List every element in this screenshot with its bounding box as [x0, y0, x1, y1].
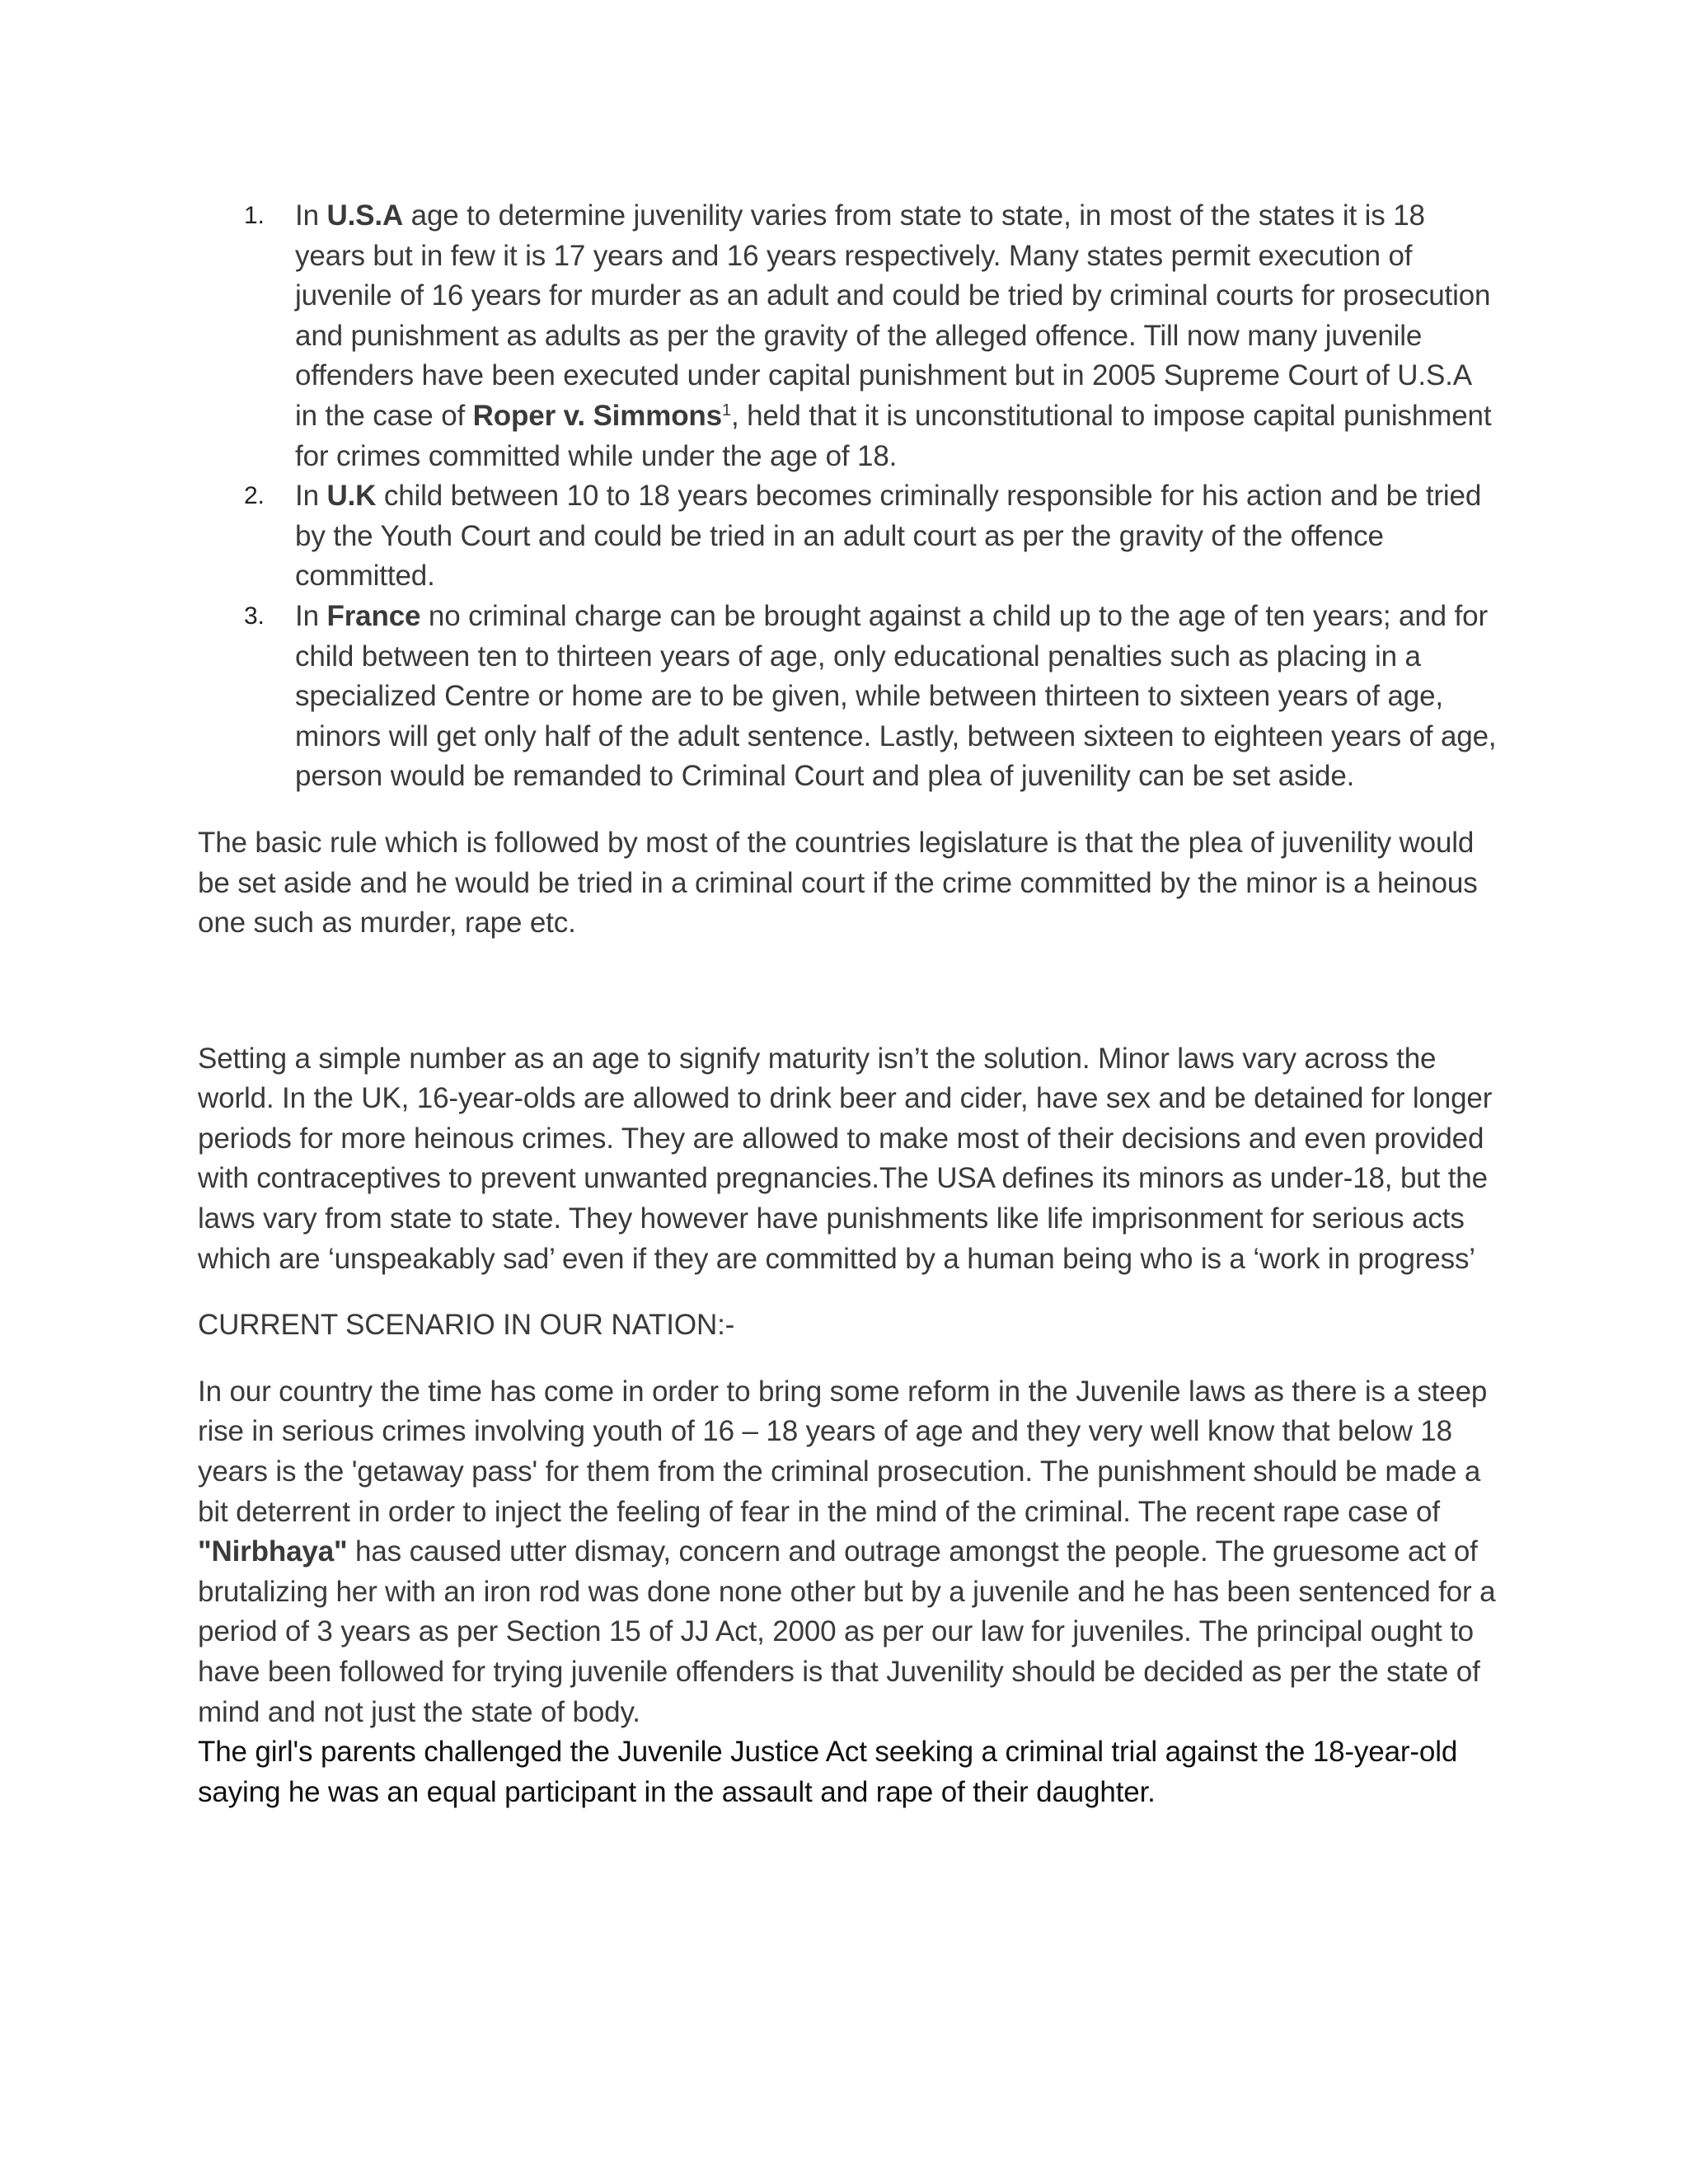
- list-text: age to determine juvenility varies from state to state, in most of the states it is 18 years but in few it is 17 years and 16 years respectively. Many states permit execution of juvenile of 16 years for murder as an adult and could be tried by criminal courts for prosecution and punishment as adults as per the gravity of the alleged offence. Till now many juvenile offenders have been executed under capital punishment but in 2005 Supreme Court of U.S.A in the case of: [295, 199, 1491, 432]
- case-name-nirbhaya: "Nirbhaya": [198, 1535, 348, 1568]
- maturity-paragraph: Setting a simple number as an age to signify maturity isn’t the solution. Minor laws vary across the world. In the UK, 16-year-olds are allowed to drink beer and cider, have sex and be detained for longer periods for more heinous crimes. They are allowed to make most of their decisions and even provided with contraceptives to prevent unwanted pregnancies.The USA defines its minors as under-18, but the laws vary from state to state. They however have punishments like life imprisonment for serious acts which are ‘unspeakably sad’ even if they are committed by a human being who is a ‘work in progress’: [198, 1042, 1493, 1275]
- list-text: child between 10 to 18 years becomes criminally responsible for his action and be tried by the Youth Court and could be tried in an adult court as per the gravity of the offence committed.: [295, 480, 1482, 593]
- case-name: Roper v. Simmons: [472, 399, 722, 432]
- list-number: 2.: [244, 482, 265, 510]
- country-name-france: France: [326, 599, 421, 632]
- list-number: 1.: [244, 202, 265, 229]
- country-list: [198, 196, 1500, 797]
- list-prefix: In: [295, 480, 327, 513]
- list-text-continued: , held that it is unconstitutional to impose capital punishment for crimes committed while under the age of 18.: [295, 399, 1492, 472]
- list-item-uk: [198, 476, 1500, 597]
- footnote-marker: 1: [721, 401, 731, 419]
- country-name-uk: U.K: [326, 480, 377, 513]
- list-number: 3.: [244, 602, 265, 630]
- parents-paragraph: The girl's parents challenged the Juvenile Justice Act seeking a criminal trial against the 18-year-old saying he was an equal participant in the assault and rape of their daughter.: [198, 1736, 1458, 1808]
- list-item-usa: [198, 196, 1500, 476]
- page-content: [198, 196, 1500, 1812]
- country-name-usa: U.S.A: [326, 199, 404, 232]
- list-item-france: [198, 597, 1500, 797]
- paragraph-text-continued: has caused utter dismay, concern and outrage amongst the people. The gruesome act of brutalizing her with an iron rod was done none other but by a juvenile and he has been sentenced for a period of 3 years as per Section 15 of JJ Act, 2000 as per our law for juveniles. The principal ought to have been followed for trying juvenile offenders is that Juvenility should be decided as per the state of mind and not just the state of body.: [198, 1535, 1496, 1728]
- list-prefix: In: [295, 199, 327, 232]
- paragraph-text: In our country the time has come in order to bring some reform in the Juvenile laws as there is a steep rise in serious crimes involving youth of 16 – 18 years of age and they very well know that below 18 years is the 'getaway pass' for them from the criminal prosecution. The punishment should be made a bit deterrent in order to inject the feeling of fear in the mind of the criminal. The recent rape case of: [198, 1375, 1488, 1528]
- list-prefix: In: [295, 599, 327, 632]
- list-text: no criminal charge can be brought against a child up to the age of ten years; and for child between ten to thirteen years of age, only educational penalties such as placing in a specialized Centre or home are to be given, while between thirteen to sixteen years of age, minors will get only half of the adult sentence. Lastly, between sixteen to eighteen years of age, person would be remanded to Criminal Court and plea of juvenility can be set aside.: [295, 599, 1497, 793]
- current-scenario-paragraph: [198, 1372, 1500, 1732]
- basic-rule-paragraph: The basic rule which is followed by most of the countries legislature is that the plea of juvenility would be set aside and he would be tried in a criminal court if the crime committed by the minor is a heinous one such as murder, rape etc.: [198, 826, 1478, 940]
- section-heading: CURRENT SCENARIO IN OUR NATION:-: [198, 1309, 735, 1342]
